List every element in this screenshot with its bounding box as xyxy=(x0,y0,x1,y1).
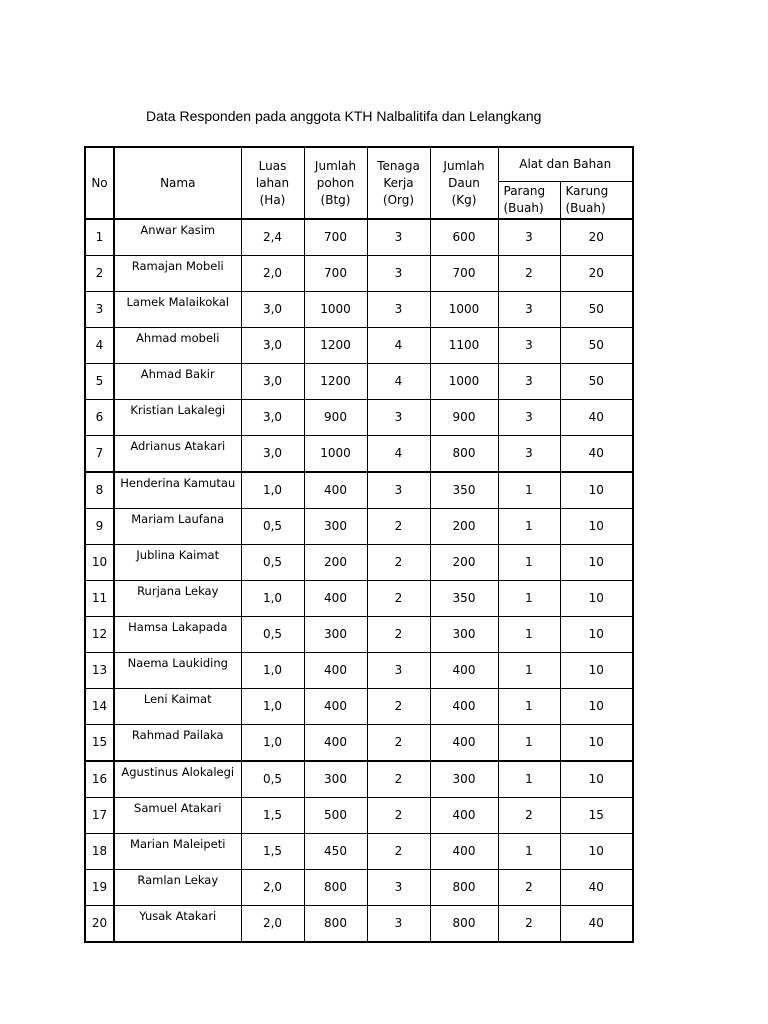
table-row xyxy=(85,364,633,400)
cell-jumlah-pohon: 400 xyxy=(304,689,367,725)
cell-jumlah-pohon: 700 xyxy=(304,219,367,256)
cell-jumlah-daun: 400 xyxy=(430,689,498,725)
cell-luas-lahan: 0,5 xyxy=(241,617,304,653)
cell-parang: 1 xyxy=(498,725,560,762)
cell-parang: 3 xyxy=(498,219,560,256)
cell-nama: Lamek Malaikokal xyxy=(114,292,241,328)
cell-luas-lahan: 1,0 xyxy=(241,653,304,689)
cell-jumlah-daun: 800 xyxy=(430,436,498,473)
cell-tenaga-kerja: 2 xyxy=(367,581,430,617)
cell-karung: 10 xyxy=(560,653,633,689)
cell-luas-lahan: 3,0 xyxy=(241,436,304,473)
cell-nama: Yusak Atakari xyxy=(114,906,241,943)
cell-karung: 50 xyxy=(560,328,633,364)
cell-jumlah-pohon: 200 xyxy=(304,545,367,581)
respondent-table xyxy=(84,146,634,943)
cell-no: 4 xyxy=(85,328,114,364)
cell-jumlah-daun: 700 xyxy=(430,256,498,292)
cell-jumlah-pohon: 300 xyxy=(304,761,367,798)
cell-nama: Marian Maleipeti xyxy=(114,834,241,870)
cell-nama: Hamsa Lakapada xyxy=(114,617,241,653)
cell-jumlah-daun: 1000 xyxy=(430,364,498,400)
cell-jumlah-pohon: 300 xyxy=(304,617,367,653)
cell-parang: 1 xyxy=(498,834,560,870)
cell-nama: Leni Kaimat xyxy=(114,689,241,725)
cell-no: 8 xyxy=(85,472,114,509)
cell-parang: 3 xyxy=(498,436,560,473)
cell-no: 14 xyxy=(85,689,114,725)
header-jumlah-pohon: Jumlah pohon (Btg) xyxy=(304,147,367,219)
header-jumlah-daun: Jumlah Daun (Kg) xyxy=(430,147,498,219)
cell-luas-lahan: 3,0 xyxy=(241,292,304,328)
cell-no: 18 xyxy=(85,834,114,870)
cell-nama: Ramajan Mobeli xyxy=(114,256,241,292)
cell-parang: 1 xyxy=(498,472,560,509)
cell-luas-lahan: 1,5 xyxy=(241,834,304,870)
header-karung: Karung (Buah) xyxy=(560,182,633,220)
cell-karung: 10 xyxy=(560,509,633,545)
cell-nama: Anwar Kasim xyxy=(114,219,241,256)
document-title: Data Responden pada anggota KTH Nalbalitifa dan Lelangkang xyxy=(146,108,542,124)
table-row xyxy=(85,617,633,653)
cell-no: 10 xyxy=(85,545,114,581)
cell-nama: Ramlan Lekay xyxy=(114,870,241,906)
cell-no: 12 xyxy=(85,617,114,653)
cell-luas-lahan: 2,4 xyxy=(241,219,304,256)
cell-tenaga-kerja: 2 xyxy=(367,509,430,545)
table-row xyxy=(85,328,633,364)
cell-no: 5 xyxy=(85,364,114,400)
table-row xyxy=(85,689,633,725)
cell-jumlah-daun: 300 xyxy=(430,617,498,653)
cell-luas-lahan: 2,0 xyxy=(241,256,304,292)
cell-jumlah-daun: 400 xyxy=(430,725,498,762)
table-row xyxy=(85,834,633,870)
cell-tenaga-kerja: 2 xyxy=(367,834,430,870)
cell-tenaga-kerja: 2 xyxy=(367,689,430,725)
cell-luas-lahan: 2,0 xyxy=(241,870,304,906)
cell-jumlah-pohon: 400 xyxy=(304,581,367,617)
cell-tenaga-kerja: 2 xyxy=(367,798,430,834)
cell-no: 7 xyxy=(85,436,114,473)
cell-jumlah-daun: 1000 xyxy=(430,292,498,328)
cell-jumlah-pohon: 700 xyxy=(304,256,367,292)
cell-parang: 3 xyxy=(498,328,560,364)
table-row xyxy=(85,545,633,581)
cell-nama: Rahmad Pailaka xyxy=(114,725,241,762)
cell-no: 17 xyxy=(85,798,114,834)
cell-no: 15 xyxy=(85,725,114,762)
cell-tenaga-kerja: 3 xyxy=(367,219,430,256)
cell-jumlah-daun: 400 xyxy=(430,798,498,834)
header-luas-lahan: Luas lahan (Ha) xyxy=(241,147,304,219)
table-row xyxy=(85,509,633,545)
cell-luas-lahan: 3,0 xyxy=(241,400,304,436)
cell-jumlah-pohon: 1000 xyxy=(304,292,367,328)
cell-nama: Ahmad Bakir xyxy=(114,364,241,400)
cell-parang: 3 xyxy=(498,400,560,436)
cell-jumlah-daun: 800 xyxy=(430,870,498,906)
table-row xyxy=(85,400,633,436)
cell-jumlah-daun: 200 xyxy=(430,509,498,545)
cell-tenaga-kerja: 2 xyxy=(367,761,430,798)
cell-nama: Naema Laukiding xyxy=(114,653,241,689)
cell-tenaga-kerja: 4 xyxy=(367,364,430,400)
cell-jumlah-pohon: 1200 xyxy=(304,364,367,400)
cell-no: 19 xyxy=(85,870,114,906)
cell-parang: 1 xyxy=(498,617,560,653)
cell-no: 13 xyxy=(85,653,114,689)
cell-parang: 2 xyxy=(498,798,560,834)
cell-karung: 10 xyxy=(560,581,633,617)
cell-jumlah-pohon: 400 xyxy=(304,725,367,762)
cell-karung: 20 xyxy=(560,256,633,292)
cell-jumlah-daun: 800 xyxy=(430,906,498,943)
cell-nama: Henderina Kamutau xyxy=(114,472,241,509)
cell-no: 11 xyxy=(85,581,114,617)
cell-luas-lahan: 1,0 xyxy=(241,725,304,762)
cell-jumlah-daun: 300 xyxy=(430,761,498,798)
cell-jumlah-daun: 200 xyxy=(430,545,498,581)
cell-luas-lahan: 1,0 xyxy=(241,689,304,725)
cell-nama: Mariam Laufana xyxy=(114,509,241,545)
cell-luas-lahan: 0,5 xyxy=(241,545,304,581)
cell-parang: 2 xyxy=(498,906,560,943)
header-nama: Nama xyxy=(114,147,241,219)
cell-karung: 40 xyxy=(560,436,633,473)
cell-parang: 2 xyxy=(498,870,560,906)
cell-karung: 50 xyxy=(560,292,633,328)
cell-luas-lahan: 3,0 xyxy=(241,328,304,364)
cell-karung: 10 xyxy=(560,545,633,581)
cell-no: 3 xyxy=(85,292,114,328)
cell-tenaga-kerja: 2 xyxy=(367,617,430,653)
cell-luas-lahan: 0,5 xyxy=(241,509,304,545)
table-row xyxy=(85,472,633,509)
cell-jumlah-pohon: 500 xyxy=(304,798,367,834)
cell-jumlah-daun: 600 xyxy=(430,219,498,256)
cell-jumlah-daun: 350 xyxy=(430,472,498,509)
cell-karung: 10 xyxy=(560,689,633,725)
cell-tenaga-kerja: 3 xyxy=(367,906,430,943)
cell-jumlah-daun: 400 xyxy=(430,834,498,870)
cell-karung: 15 xyxy=(560,798,633,834)
cell-tenaga-kerja: 3 xyxy=(367,653,430,689)
cell-tenaga-kerja: 3 xyxy=(367,870,430,906)
cell-jumlah-daun: 400 xyxy=(430,653,498,689)
table-row xyxy=(85,292,633,328)
table-row xyxy=(85,798,633,834)
cell-nama: Agustinus Alokalegi xyxy=(114,761,241,798)
table-row xyxy=(85,761,633,798)
cell-luas-lahan: 1,0 xyxy=(241,472,304,509)
header-tenaga-kerja: Tenaga Kerja (Org) xyxy=(367,147,430,219)
cell-parang: 1 xyxy=(498,581,560,617)
cell-nama: Jublina Kaimat xyxy=(114,545,241,581)
cell-jumlah-pohon: 1000 xyxy=(304,436,367,473)
cell-karung: 10 xyxy=(560,725,633,762)
cell-tenaga-kerja: 3 xyxy=(367,292,430,328)
cell-nama: Ahmad mobeli xyxy=(114,328,241,364)
cell-tenaga-kerja: 3 xyxy=(367,256,430,292)
cell-parang: 2 xyxy=(498,256,560,292)
table-row xyxy=(85,653,633,689)
cell-parang: 3 xyxy=(498,292,560,328)
cell-tenaga-kerja: 3 xyxy=(367,400,430,436)
table-row xyxy=(85,219,633,256)
cell-no: 9 xyxy=(85,509,114,545)
table-row xyxy=(85,725,633,762)
cell-parang: 3 xyxy=(498,364,560,400)
cell-karung: 40 xyxy=(560,870,633,906)
cell-jumlah-pohon: 900 xyxy=(304,400,367,436)
cell-tenaga-kerja: 2 xyxy=(367,725,430,762)
cell-tenaga-kerja: 4 xyxy=(367,436,430,473)
cell-no: 2 xyxy=(85,256,114,292)
cell-nama: Samuel Atakari xyxy=(114,798,241,834)
cell-jumlah-daun: 900 xyxy=(430,400,498,436)
cell-tenaga-kerja: 3 xyxy=(367,472,430,509)
cell-karung: 10 xyxy=(560,761,633,798)
table-row xyxy=(85,436,633,473)
cell-karung: 20 xyxy=(560,219,633,256)
cell-no: 6 xyxy=(85,400,114,436)
table-row xyxy=(85,906,633,943)
cell-parang: 1 xyxy=(498,545,560,581)
cell-luas-lahan: 1,0 xyxy=(241,581,304,617)
cell-karung: 10 xyxy=(560,472,633,509)
header-alat-dan-bahan: Alat dan Bahan xyxy=(498,147,633,182)
cell-karung: 50 xyxy=(560,364,633,400)
cell-luas-lahan: 3,0 xyxy=(241,364,304,400)
cell-nama: Kristian Lakalegi xyxy=(114,400,241,436)
cell-jumlah-pohon: 800 xyxy=(304,870,367,906)
cell-luas-lahan: 2,0 xyxy=(241,906,304,943)
cell-nama: Rurjana Lekay xyxy=(114,581,241,617)
cell-tenaga-kerja: 4 xyxy=(367,328,430,364)
cell-no: 16 xyxy=(85,761,114,798)
table-row xyxy=(85,256,633,292)
cell-jumlah-daun: 1100 xyxy=(430,328,498,364)
cell-jumlah-pohon: 1200 xyxy=(304,328,367,364)
cell-jumlah-daun: 350 xyxy=(430,581,498,617)
cell-no: 20 xyxy=(85,906,114,943)
cell-no: 1 xyxy=(85,219,114,256)
cell-tenaga-kerja: 2 xyxy=(367,545,430,581)
cell-jumlah-pohon: 300 xyxy=(304,509,367,545)
cell-luas-lahan: 1,5 xyxy=(241,798,304,834)
header-parang: Parang (Buah) xyxy=(498,182,560,220)
cell-karung: 40 xyxy=(560,906,633,943)
cell-karung: 40 xyxy=(560,400,633,436)
cell-parang: 1 xyxy=(498,509,560,545)
cell-jumlah-pohon: 400 xyxy=(304,472,367,509)
cell-karung: 10 xyxy=(560,834,633,870)
cell-parang: 1 xyxy=(498,653,560,689)
cell-jumlah-pohon: 450 xyxy=(304,834,367,870)
header-no: No xyxy=(85,147,114,219)
cell-parang: 1 xyxy=(498,689,560,725)
table-row xyxy=(85,581,633,617)
cell-parang: 1 xyxy=(498,761,560,798)
cell-karung: 10 xyxy=(560,617,633,653)
cell-jumlah-pohon: 400 xyxy=(304,653,367,689)
cell-luas-lahan: 0,5 xyxy=(241,761,304,798)
cell-nama: Adrianus Atakari xyxy=(114,436,241,473)
table-row xyxy=(85,870,633,906)
cell-jumlah-pohon: 800 xyxy=(304,906,367,943)
